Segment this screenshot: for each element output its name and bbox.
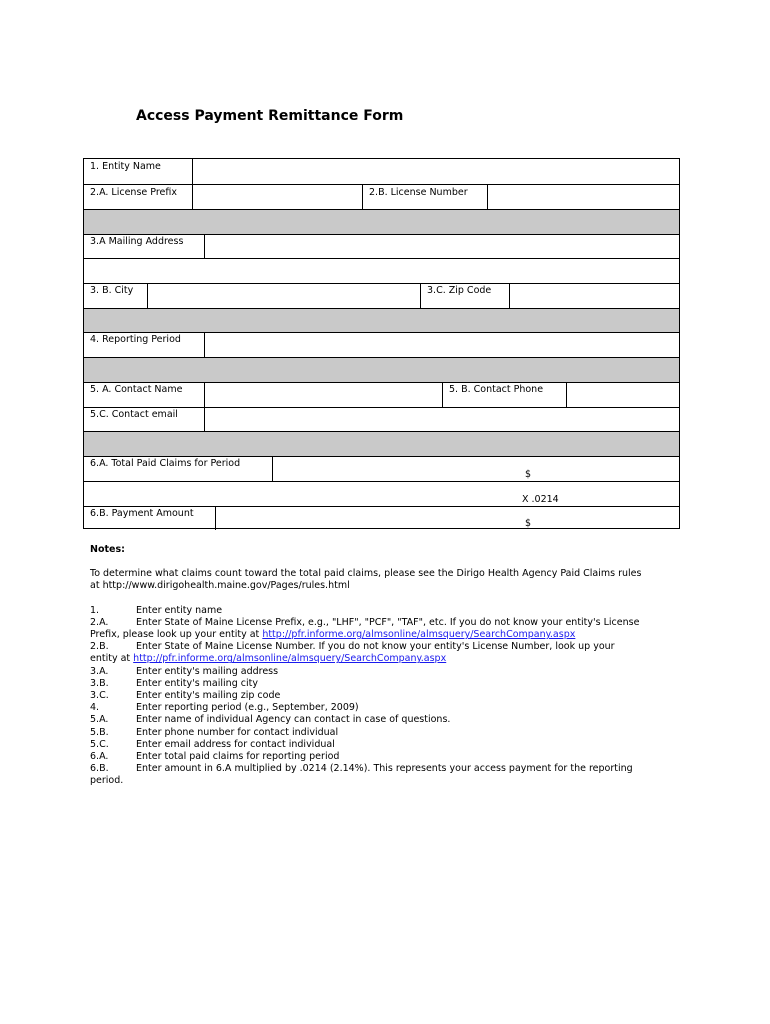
contact-phone-field[interactable] xyxy=(566,383,679,407)
note-item-number: 4. xyxy=(90,702,100,714)
notes-title: Notes: xyxy=(90,544,125,555)
shaded-separator-4 xyxy=(84,431,679,456)
shaded-separator-1 xyxy=(84,209,679,234)
note-item-text: entity at xyxy=(90,653,134,665)
license-prefix-field[interactable] xyxy=(192,185,362,209)
note-item-text: Enter State of Maine License Number. If you do not know your entity's License Number, look up your xyxy=(136,641,615,653)
city-field[interactable] xyxy=(147,284,420,308)
note-item-2b xyxy=(90,641,690,653)
notes-intro-line-2: at http://www.dirigohealth.maine.gov/Pages/rules.html xyxy=(90,580,350,592)
contact-email-label: 5.C. Contact email xyxy=(90,409,178,420)
note-item-text: Enter phone number for contact individual xyxy=(136,726,339,738)
reporting-period-field[interactable] xyxy=(204,333,679,357)
multiplier-text: X .0214 xyxy=(522,494,559,505)
note-item-1 xyxy=(90,605,690,617)
contact-email-field[interactable] xyxy=(204,408,679,431)
license-number-field[interactable] xyxy=(487,185,679,209)
note-item-3a xyxy=(90,666,690,678)
zip-code-label: 3.C. Zip Code xyxy=(427,285,492,296)
note-item-text: Enter entity's mailing zip code xyxy=(136,690,281,702)
payment-amount-label: 6.B. Payment Amount xyxy=(90,508,194,519)
note-item-text: Enter name of individual Agency can contact in case of questions. xyxy=(136,714,451,726)
search-company-link-2[interactable]: http://pfr.informe.org/almsonline/almsquery/SearchCompany.aspx xyxy=(133,653,447,665)
row-reporting-period xyxy=(84,332,679,357)
dollar-sign-payment: $ xyxy=(525,518,532,529)
note-item-text: Prefix, please look up your entity at xyxy=(90,629,263,641)
license-number-label: 2.B. License Number xyxy=(369,187,468,198)
contact-name-label: 5. A. Contact Name xyxy=(90,384,183,395)
row-entity-name xyxy=(84,159,679,184)
license-prefix-label: 2.A. License Prefix xyxy=(90,187,177,198)
note-item-2a xyxy=(90,617,690,629)
note-item-number: 5.C. xyxy=(90,738,109,750)
note-item-text: Enter State of Maine License Prefix, e.g., "LHF", "PCF", "TAF", etc. If you do not know your entity's License xyxy=(136,616,640,628)
reporting-period-label: 4. Reporting Period xyxy=(90,334,181,345)
note-item-number: 3.A. xyxy=(90,665,109,677)
row-contact xyxy=(84,382,679,407)
note-item-number: 1. xyxy=(90,604,100,616)
row-license xyxy=(84,184,679,209)
dollar-sign-total: $ xyxy=(525,469,532,480)
note-item-number: 5.B. xyxy=(90,726,109,738)
payment-amount-field[interactable] xyxy=(215,507,679,530)
note-item-text: Enter amount in 6.A multiplied by .0214 (2.14%). This represents your access payment for the reporting xyxy=(136,763,633,775)
mailing-address-line-2-field[interactable] xyxy=(84,258,679,283)
notes-section xyxy=(90,544,690,788)
contact-phone-label: 5. B. Contact Phone xyxy=(449,384,544,395)
note-item-6a xyxy=(90,751,690,763)
entity-name-label: 1. Entity Name xyxy=(90,161,161,172)
shaded-separator-2 xyxy=(84,308,679,332)
note-item-text: Enter entity's mailing address xyxy=(136,665,279,677)
note-item-5a xyxy=(90,714,690,726)
row-total-paid-claims xyxy=(84,456,679,481)
note-item-4 xyxy=(90,702,690,714)
note-item-3b xyxy=(90,678,690,690)
note-item-text: Enter entity name xyxy=(136,604,223,616)
note-item-5b xyxy=(90,727,690,739)
total-paid-claims-label: 6.A. Total Paid Claims for Period xyxy=(90,458,241,469)
note-item-number: 6.A. xyxy=(90,751,109,763)
note-item-2a-continued xyxy=(90,629,690,641)
row-mailing-address xyxy=(84,234,679,258)
note-item-number: 5.A. xyxy=(90,714,109,726)
note-item-text: Enter reporting period (e.g., September, 2009) xyxy=(136,702,359,714)
note-item-text: Enter entity's mailing city xyxy=(136,677,258,689)
shaded-separator-3 xyxy=(84,357,679,382)
note-item-6b xyxy=(90,763,690,775)
license-number-label-cell xyxy=(362,185,487,209)
total-paid-claims-field[interactable] xyxy=(272,457,679,481)
note-item-3c xyxy=(90,690,690,702)
note-item-number: 3.B. xyxy=(90,677,109,689)
contact-name-field[interactable] xyxy=(204,383,442,407)
search-company-link-1[interactable]: http://pfr.informe.org/almsonline/almsquery/SearchCompany.aspx xyxy=(262,629,576,641)
note-item-number: 3.C. xyxy=(90,690,109,702)
mailing-address-label: 3.A Mailing Address xyxy=(90,236,184,247)
note-item-5c xyxy=(90,739,690,751)
row-payment-amount xyxy=(84,506,679,530)
note-item-2b-continued xyxy=(90,653,690,665)
entity-name-field[interactable] xyxy=(192,159,679,184)
note-item-number: 6.B. xyxy=(90,763,109,775)
note-item-text: Enter total paid claims for reporting period xyxy=(136,751,340,763)
note-item-number: 2.A. xyxy=(90,616,109,628)
mailing-address-field[interactable] xyxy=(204,235,679,258)
row-contact-email xyxy=(84,407,679,431)
contact-phone-label-cell xyxy=(442,383,566,407)
row-city-zip xyxy=(84,283,679,308)
remittance-form-table xyxy=(83,158,680,529)
zip-code-field[interactable] xyxy=(509,284,679,308)
note-item-text: Enter email address for contact individual xyxy=(136,738,335,750)
city-label: 3. B. City xyxy=(90,285,134,296)
zip-code-label-cell xyxy=(420,284,509,308)
note-item-number: 2.B. xyxy=(90,641,109,653)
note-item-6b-continued: period. xyxy=(90,775,124,787)
row-multiplier xyxy=(84,481,679,506)
notes-intro-line-1: To determine what claims count toward the total paid claims, please see the Dirigo Health Agency Paid Claims rules xyxy=(90,568,642,580)
form-title: Access Payment Remittance Form xyxy=(136,108,404,124)
